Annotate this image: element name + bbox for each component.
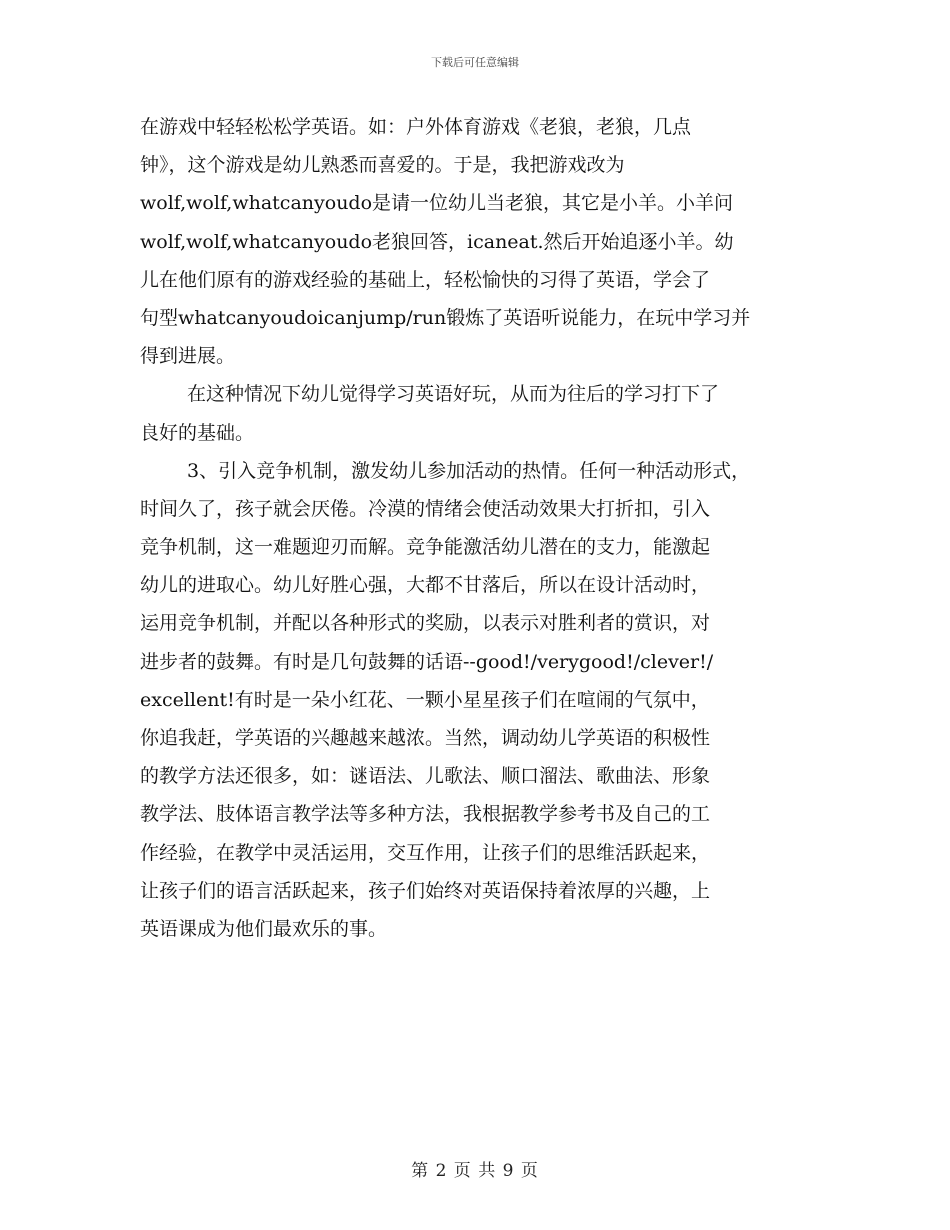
text-line: 在游戏中轻轻松松学英语。如：户外体育游戏《老狼，老狼，几点	[140, 116, 692, 138]
page-header: 下载后可任意编辑	[431, 56, 519, 69]
text-line: 3、引入竞争机制，激发幼儿参加活动的热情。任何一种活动形式，	[187, 459, 751, 482]
text-line: 儿在他们原有的游戏经验的基础上，轻松愉快的习得了英语，学会了	[140, 268, 711, 291]
text-line: 句型whatcanyoudoicanjump/run锻炼了英语听说能力，在玩中学习并	[140, 306, 751, 329]
text-line: 的教学方法还很多，如：谜语法、儿歌法、顺口溜法、歌曲法、形象	[140, 765, 711, 788]
text-line: 让孩子们的语言活跃起来，孩子们始终对英语保持着浓厚的兴趣，上	[140, 879, 711, 902]
text-line: 时间久了，孩子就会厌倦。冷漠的情绪会使活动效果大打折扣，引入	[140, 497, 711, 520]
text-line: wolf,wolf,whatcanyoudo是请一位幼儿当老狼，其它是小羊。小羊问	[140, 192, 734, 215]
document-body	[140, 108, 820, 948]
text-line: 竞争机制，这一难题迎刃而解。竞争能激活幼儿潜在的支力，能激起	[140, 536, 711, 559]
text-line: 幼儿的进取心。幼儿好胜心强，大都不甘落后，所以在设计活动时，	[140, 574, 711, 597]
page-number: 第 2 页 共 9 页	[411, 1161, 539, 1181]
text-line: wolf,wolf,whatcanyoudo老狼回答，icaneat.然后开始追逐小羊。幼	[140, 230, 734, 253]
text-line: 良好的基础。	[140, 421, 255, 444]
text-line: 钟》，这个游戏是幼儿熟悉而喜爱的。于是，我把游戏改为	[140, 154, 625, 177]
text-line: 作经验，在教学中灵活运用，交互作用，让孩子们的思维活跃起来，	[140, 841, 711, 864]
text-line: 运用竞争机制，并配以各种形式的奖励，以表示对胜利者的赏识，对	[140, 612, 711, 635]
paragraph	[140, 108, 820, 375]
text-line: 英语课成为他们最欢乐的事。	[140, 917, 388, 940]
text-line: 进步者的鼓舞。有时是几句鼓舞的话语--good!/verygood!/clever!/	[140, 650, 714, 673]
text-line: 在这种情况下幼儿觉得学习英语好玩，从而为往后的学习打下了	[187, 383, 720, 406]
text-line: 得到进展。	[140, 345, 236, 368]
text-line: excellent!有时是一朵小红花、一颗小星星孩子们在喧闹的气氛中，	[140, 688, 710, 711]
paragraph	[140, 375, 820, 451]
text-line: 你追我赶，学英语的兴趣越来越浓。当然，调动幼儿学英语的积极性	[140, 727, 711, 749]
paragraph	[140, 452, 820, 948]
text-line: 教学法、肢体语言教学法等多种方法，我根据教学参考书及自己的工	[140, 803, 711, 826]
